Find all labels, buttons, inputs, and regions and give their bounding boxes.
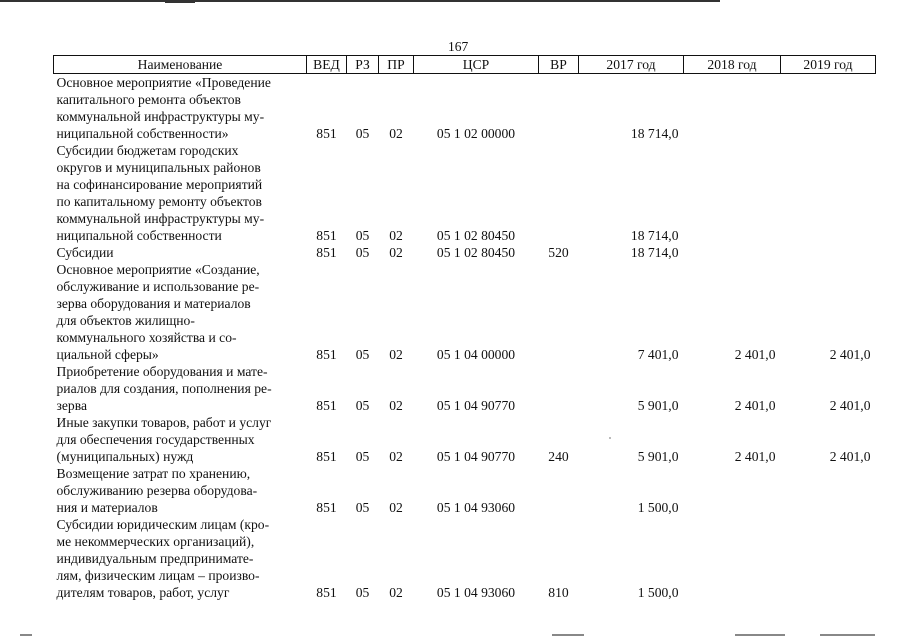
cell-rz: 05 [355,245,370,260]
table-header-row [54,56,876,74]
header-2018: 2018 год [684,56,781,74]
cell-csr: 05 1 04 93060 [436,500,516,515]
cell-name-line: ме некоммерческих организаций), [56,534,255,549]
cell-name-line: Приобретение оборудования и мате- [56,364,268,379]
scan-edge-mark [820,634,875,636]
cell-ved: 851 [316,126,337,141]
scan-edge-mark [552,634,584,636]
cell-pr: 02 [389,585,403,600]
cell-csr: 05 1 04 93060 [436,585,516,600]
cell-pr: 02 [389,126,403,141]
cell-2017: 18 714,0 [630,245,679,260]
cell-rz: 05 [355,398,370,413]
cell-name-line: зерва оборудования и материалов [56,296,251,311]
cell-name [54,465,307,516]
cell-2019 [781,142,876,244]
cell-name-line: коммунального хозяйства и со- [56,330,237,345]
scan-edge-mark [20,634,32,636]
cell-2019: 2 401,0 [829,398,871,413]
cell-name-line: капитального ремонта объектов [56,92,241,107]
header-pr: ПР [379,56,414,74]
cell-name-line: Возмещение затрат по хранению, [56,466,251,481]
table-row [54,363,876,414]
cell-rz: 05 [355,347,370,362]
cell-2019 [781,74,876,143]
cell-vr [539,142,579,244]
cell-vr: 240 [548,449,569,464]
cell-pr: 02 [389,449,403,464]
cell-2018: 2 401,0 [734,398,776,413]
cell-ved: 851 [316,449,337,464]
cell-2018 [684,142,781,244]
cell-name-line: дителям товаров, работ, услуг [56,585,230,600]
table-row [54,244,876,261]
cell-csr: 05 1 04 90770 [436,449,516,464]
cell-name-line: Основное мероприятие «Создание, [56,262,260,277]
cell-name-line: Субсидии [56,245,114,260]
cell-rz: 05 [355,126,370,141]
cell-name-line: коммунальной инфраструктуры му- [56,211,265,226]
cell-pr: 02 [389,228,403,243]
cell-vr [539,74,579,143]
cell-name-line: индивидуальным предпринимате- [56,551,254,566]
cell-2018: 2 401,0 [734,449,776,464]
cell-rz: 05 [355,500,370,515]
header-name: Наименование [54,56,307,74]
header-csr: ЦСР [414,56,539,74]
cell-name-line: Субсидии бюджетам городских [56,143,239,158]
cell-2017: 5 901,0 [637,398,679,413]
table-row [54,516,876,601]
cell-ved: 851 [316,347,337,362]
cell-ved: 851 [316,585,337,600]
cell-2019: 2 401,0 [829,449,871,464]
page-number: 167 [448,39,469,54]
cell-name-line: лям, физическим лицам – произво- [56,568,260,583]
cell-name-line: ниципальной собственности» [56,126,229,141]
cell-csr: 05 1 02 00000 [436,126,516,141]
cell-name-line: Основное мероприятие «Проведение [56,75,271,90]
cell-2018 [684,74,781,143]
cell-ved: 851 [316,245,337,260]
cell-csr: 05 1 04 00000 [436,347,516,362]
cell-rz: 05 [355,585,370,600]
header-ved: ВЕД [307,56,347,74]
budget-table [53,55,876,601]
cell-name-line: на софинансирование мероприятий [56,177,263,192]
cell-name-line: (муниципальных) нужд [56,449,194,464]
scan-edge-line [0,0,720,2]
cell-name [54,363,307,414]
cell-name-line: для обеспечения государственных [56,432,255,447]
cell-2017: 5 901,0 [637,449,679,464]
cell-name-line: Иные закупки товаров, работ и услуг [56,415,272,430]
cell-vr: 520 [548,245,569,260]
table-row [54,142,876,244]
table-row [54,465,876,516]
cell-ved: 851 [316,228,337,243]
cell-2019 [781,465,876,516]
cell-ved: 851 [316,398,337,413]
cell-rz: 05 [355,449,370,464]
scan-speck [609,437,611,439]
cell-2018 [684,516,781,601]
header-vr: ВР [539,56,579,74]
cell-2019 [781,516,876,601]
cell-name [54,414,307,465]
table-row [54,74,876,143]
cell-name-line: ния и материалов [56,500,158,515]
cell-name-line: коммунальной инфраструктуры му- [56,109,265,124]
cell-csr: 05 1 02 80450 [436,228,516,243]
cell-2017: 18 714,0 [630,228,679,243]
cell-name-line: зерва [56,398,87,413]
cell-name [54,244,307,261]
header-rz: РЗ [347,56,379,74]
cell-name-line: ниципальной собственности [56,228,222,243]
cell-2017: 1 500,0 [637,585,679,600]
cell-2018: 2 401,0 [734,347,776,362]
cell-csr: 05 1 02 80450 [436,245,516,260]
cell-2017: 18 714,0 [630,126,679,141]
cell-name-line: по капитальному ремонту объектов [56,194,262,209]
table-row [54,414,876,465]
cell-name-line: обслуживание и использование ре- [56,279,260,294]
cell-name-line: Субсидии юридическим лицам (кро- [56,517,270,532]
scan-edge-mark [735,634,785,636]
table-row [54,261,876,363]
cell-name-line: циальной сферы» [56,347,159,362]
cell-pr: 02 [389,500,403,515]
cell-2019: 2 401,0 [829,347,871,362]
cell-vr [539,465,579,516]
scan-edge-mark [165,0,195,3]
cell-csr: 05 1 04 90770 [436,398,516,413]
cell-2017: 1 500,0 [637,500,679,515]
cell-pr: 02 [389,245,403,260]
cell-name [54,142,307,244]
cell-name [54,74,307,143]
cell-name-line: риалов для создания, пополнения ре- [56,381,272,396]
cell-2018 [684,465,781,516]
header-2019: 2019 год [781,56,876,74]
cell-2017: 7 401,0 [637,347,679,362]
cell-name-line: округов и муниципальных районов [56,160,261,175]
cell-name-line: для объектов жилищно- [56,313,195,328]
cell-2018 [684,244,781,261]
cell-vr [539,261,579,363]
cell-pr: 02 [389,347,403,362]
cell-vr [539,363,579,414]
cell-pr: 02 [389,398,403,413]
cell-rz: 05 [355,228,370,243]
cell-name-line: обслуживанию резерва оборудова- [56,483,258,498]
cell-ved: 851 [316,500,337,515]
cell-name [54,261,307,363]
table-body [54,74,876,602]
cell-name [54,516,307,601]
header-2017: 2017 год [579,56,684,74]
cell-vr: 810 [548,585,569,600]
cell-2019 [781,244,876,261]
